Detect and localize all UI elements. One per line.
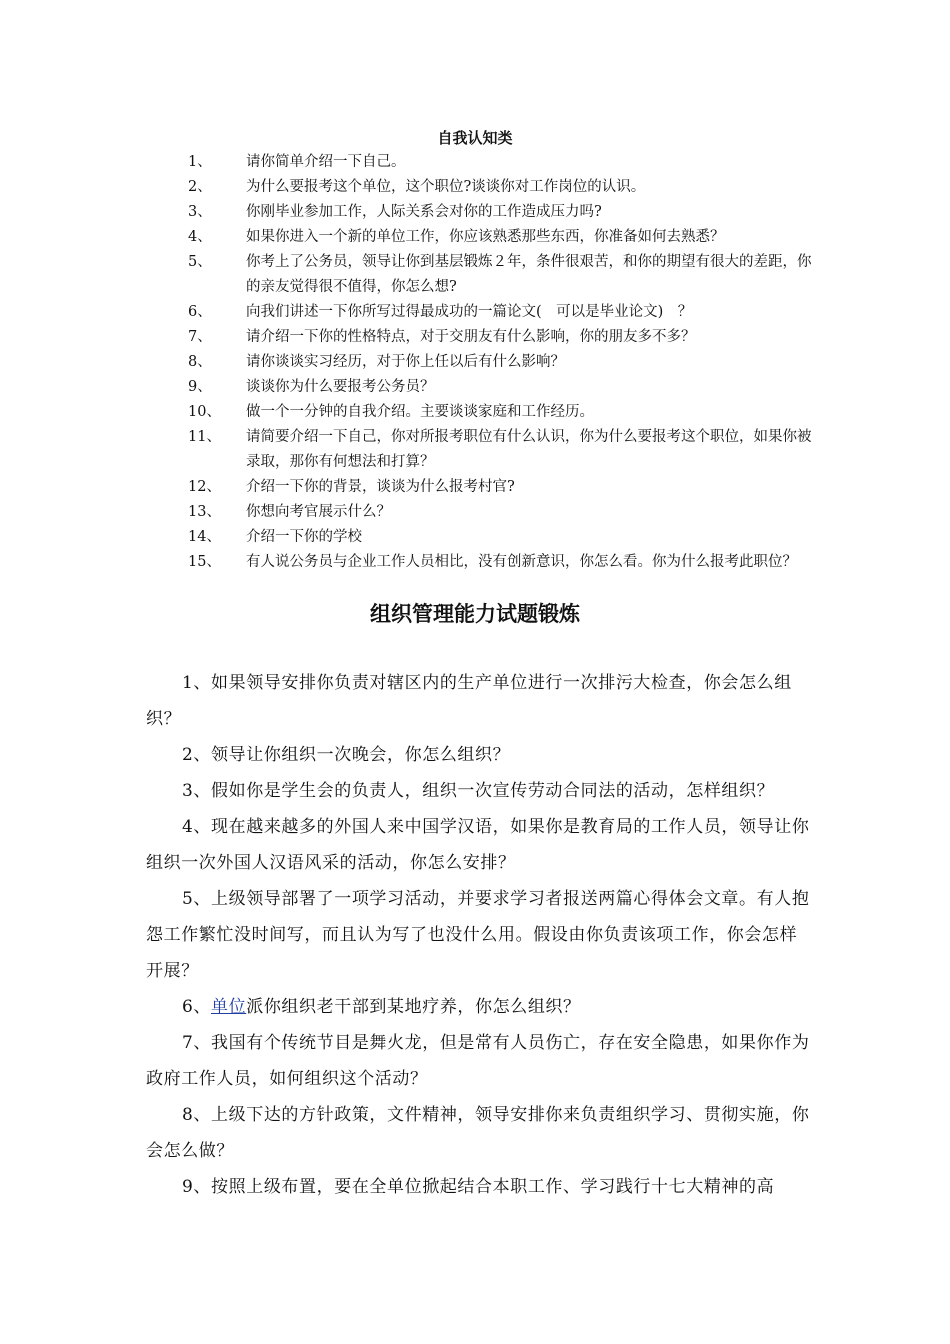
item-text: 为什么要报考这个单位，这个职位?谈谈你对工作岗位的认识。	[246, 179, 646, 195]
question-list	[0, 150, 950, 575]
paragraph: 9、按照上级布置，要在全单位掀起结合本职工作、学习践行十七大精神的高	[182, 1177, 775, 1197]
list-item	[0, 350, 950, 375]
item-text: 做一个一分钟的自我介绍。主要谈谈家庭和工作经历。	[246, 404, 594, 420]
paragraph: 7、我国有个传统节目是舞火龙，但是常有人员伤亡，存在安全隐患，如果你作为政府工作人员，如何组织这个活动？	[146, 1033, 810, 1089]
section-title-self-awareness: 自我认知类	[437, 129, 513, 147]
item-text: 请你简单介绍一下自己。	[246, 154, 406, 170]
paragraph: 4、现在越来越多的外国人来中国学汉语，如果你是教育局的工作人员，领导让你组织一次外国人汉语风采的活动，你怎么安排？	[146, 817, 810, 873]
list-item	[0, 375, 950, 400]
list-item	[0, 325, 950, 350]
item-number: 7、	[188, 329, 212, 345]
item-text: 你想向考官展示什么？	[246, 504, 391, 520]
item-number: 11、	[188, 429, 221, 445]
item-number: 1、	[188, 154, 212, 170]
list-item	[0, 525, 950, 550]
item-text: 你考上了公务员，领导让你到基层锻炼２年，条件很艰苦，和你的期望有很大的差距，你的亲友觉得很不值得，你怎么想?	[246, 254, 812, 295]
item-number: 12、	[188, 479, 221, 495]
list-item	[0, 425, 950, 475]
item-number: 14、	[188, 529, 221, 545]
item-number: 6、	[188, 304, 212, 320]
list-item	[0, 150, 950, 175]
list-item	[0, 175, 950, 200]
paragraph: 5、上级领导部署了一项学习活动，并要求学习者报送两篇心得体会文章。有人抱怨工作繁忙没时间写，而且认为写了也没什么用。假设由你负责该项工作，你会怎样开展？	[146, 889, 810, 981]
item-text: 请简要介绍一下自己，你对所报考职位有什么认识，你为什么要报考这个职位，如果你被录取，那你有何想法和打算？	[246, 429, 812, 470]
section-title-organization-management: 组织管理能力试题锻炼	[370, 602, 580, 626]
item-number: 4、	[188, 229, 212, 245]
item-number: 15、	[188, 554, 221, 570]
item-number: 13、	[188, 504, 221, 520]
item-text: 如果你进入一个新的单位工作，你应该熟悉那些东西，你准备如何去熟悉？	[246, 229, 725, 245]
list-item	[0, 250, 950, 300]
list-item	[0, 500, 950, 525]
item-number: 2、	[188, 179, 212, 195]
item-text: 请介绍一下你的性格特点，对于交朋友有什么影响，你的朋友多不多？	[246, 329, 696, 345]
list-item	[0, 200, 950, 225]
item-number: 8、	[188, 354, 212, 370]
paragraph-rest: 派你组织老干部到某地疗养，你怎么组织？	[246, 997, 581, 1017]
item-text: 介绍一下你的学校	[246, 529, 362, 545]
item-text: 请你谈谈实习经历，对于你上任以后有什么影响？	[246, 354, 565, 370]
item-number: 3、	[188, 204, 212, 220]
paragraph: 8、上级下达的方针政策，文件精神，领导安排你来负责组织学习、贯彻实施，你会怎么做？	[146, 1105, 810, 1161]
list-item	[0, 225, 950, 250]
list-item	[0, 400, 950, 425]
list-item	[0, 475, 950, 500]
paragraph-list	[146, 665, 810, 1205]
paragraph	[146, 989, 810, 1025]
item-text: 有人说公务员与企业工作人员相比，没有创新意识，你怎么看。你为什么报考此职位？	[246, 554, 797, 570]
item-text: 介绍一下你的背景，谈谈为什么报考村官?	[246, 479, 515, 495]
paragraph: 3、假如你是学生会的负责人，组织一次宣传劳动合同法的活动，怎样组织？	[182, 781, 775, 801]
paragraph: 1、如果领导安排你负责对辖区内的生产单位进行一次排污大检查，你会怎么组织？	[146, 673, 792, 729]
item-text: 你刚毕业参加工作，人际关系会对你的工作造成压力吗?	[246, 204, 602, 220]
unit-link[interactable]: 单位	[211, 997, 247, 1017]
item-text: 向我们讲述一下你所写过得最成功的一篇论文( 可以是毕业论文) ？	[246, 304, 693, 320]
item-number: 9、	[188, 379, 212, 395]
item-number: 5、	[188, 254, 212, 270]
paragraph-prefix: 6、	[182, 997, 212, 1017]
list-item	[0, 550, 950, 575]
list-item	[0, 300, 950, 325]
item-text: 谈谈你为什么要报考公务员？	[246, 379, 435, 395]
item-number: 10、	[188, 404, 221, 420]
paragraph: 2、领导让你组织一次晚会，你怎么组织？	[182, 745, 511, 765]
